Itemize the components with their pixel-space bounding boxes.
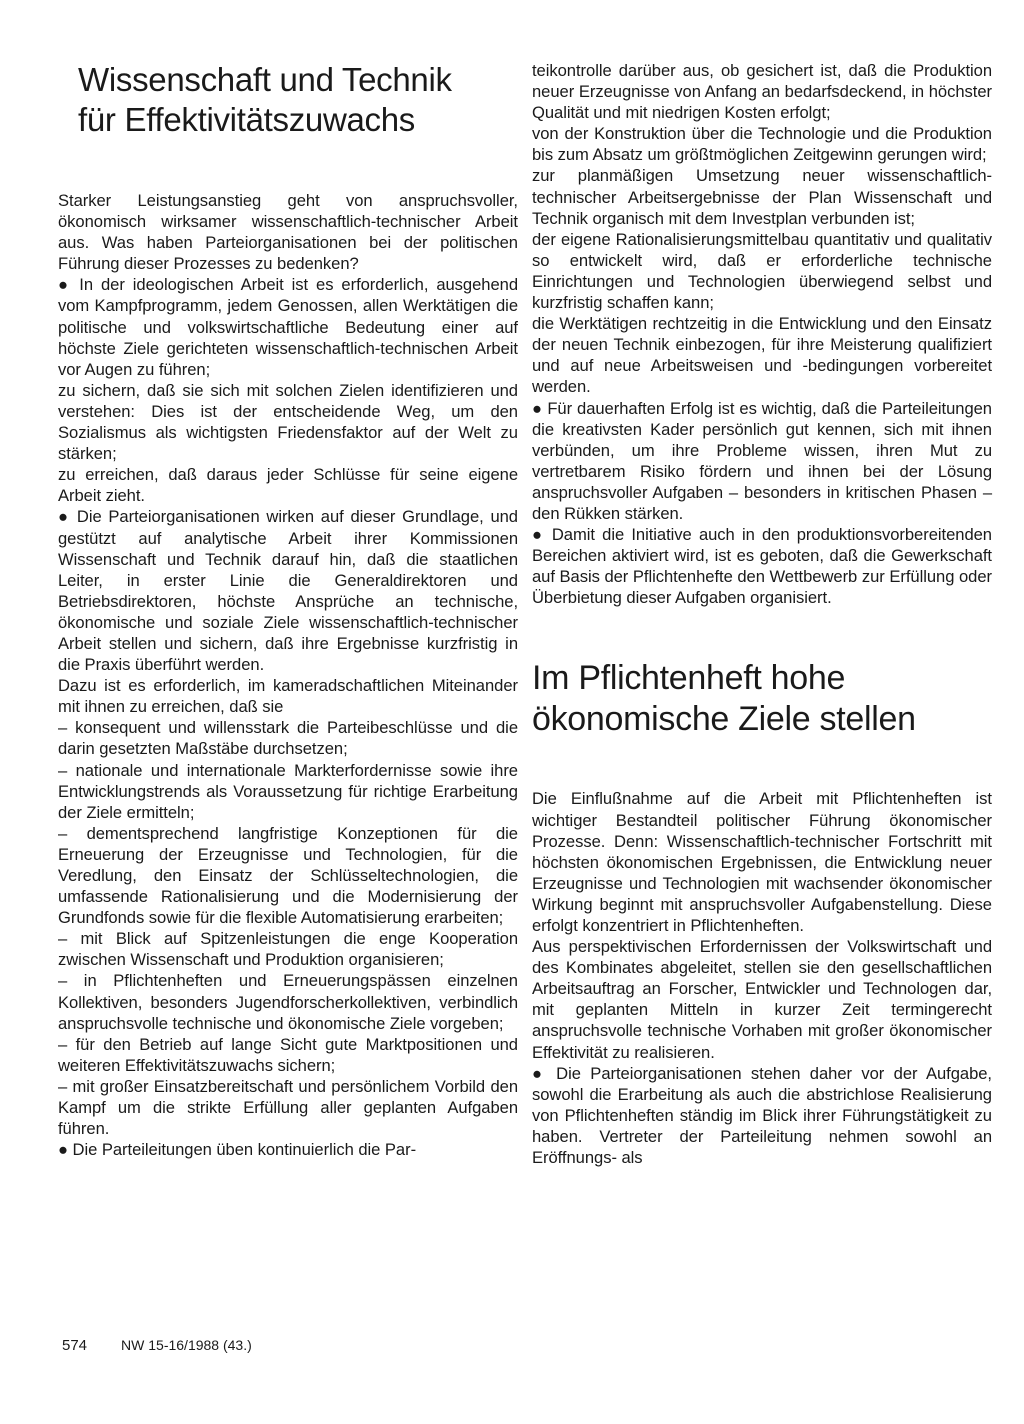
- page-number: 574: [62, 1337, 88, 1354]
- list-item: – mit großer Einsatzbereitschaft und persönlichem Vorbild den Kampf um die strikte Erfüllung aller geplanten Aufgaben führen.: [58, 1076, 518, 1139]
- headline-line-1: Im Pflichtenheft hohe: [532, 659, 846, 698]
- paragraph: Starker Leistungsanstieg geht von anspruchsvoller, ökonomisch wirksamer wissenschaftlich-technischer Arbeit aus. Was haben Parteiorganisationen bei der politischen Führung dieser Prozesses zu bedenken?: [58, 191, 518, 274]
- list-item: – dementsprechend langfristige Konzeptionen für die Erneuerung der Erzeugnisse und Technologien, für die Veredlung, den Einsatz der Schlüsseltechnologien, die umfassende Rationalisierung und die Modernisierung der Grundfonds sowie für die flexible Automatisierung erarbeiten;: [58, 823, 518, 928]
- list-item: – mit Blick auf Spitzenleistungen die enge Kooperation zwischen Wissenschaft und Produktion organisieren;: [58, 929, 518, 970]
- paragraph: ● Die Parteileitungen üben kontinuierlich die Par-: [58, 1140, 417, 1160]
- paragraph: ● In der ideologischen Arbeit ist es erforderlich, ausgehend vom Kampfprogramm, jedem Genossen, allen Werktätigen die politische und volkswirtschaftliche Bedeutung einer auf höchste Ziele gerichteten wissenschaftlich-technischen Arbeit vor Augen zu führen;: [58, 275, 518, 379]
- left-column: [58, 60, 518, 1160]
- headline-line-2: für Effektivitätszuwachs: [78, 101, 415, 138]
- paragraph: von der Konstruktion über die Technologie und die Produktion bis zum Absatz um größtmöglichen Zeitgewinn gerungen wird;: [532, 124, 992, 165]
- paragraph: Die Einflußnahme auf die Arbeit mit Pflichtenheften ist wichtiger Bestandteil politischer Führung ökonomischer Prozesse. Denn: Wissenschaftlich-technischer Fortschritt mit höchsten ökonomischen Ergebnissen, die Entwicklung neuer Erzeugnisse und Technologien mit wachsender ökonomischer Wirkung beginnt mit anspruchsvoller Aufgabenstellung. Diese erfolgt konzentriert in Pflichtenheften.: [532, 789, 992, 935]
- paragraph: teikontrolle darüber aus, ob gesichert ist, daß die Produktion neuer Erzeugnisse von Anfang an bedarfsdeckend, in höchster Qualität und mit niedrigen Kosten erfolgt;: [532, 61, 992, 123]
- headline-science-technology: [78, 60, 518, 140]
- paragraph: ● Die Parteiorganisationen wirken auf dieser Grundlage, und gestützt auf analytische Arbeit ihrer Kommissionen Wissenschaft und Technik darauf hin, daß die staatlichen Leiter, in erster Linie die Generaldirektoren und Betriebsdirektoren, höchste Ansprüche an technische, ökonomische und soziale Ziele wissenschaftlich-technischer Arbeit stellen und sichern, daß ihre Ergebnisse kurzfristig in die Praxis überführt werden.: [58, 507, 518, 675]
- paragraph: Dazu ist es erforderlich, im kameradschaftlichen Miteinander mit ihnen zu erreichen, daß sie: [58, 676, 518, 717]
- headline-pflichtenheft: [532, 658, 992, 740]
- paragraph: zur planmäßigen Umsetzung neuer wissenschaftlich-technischer Arbeitsergebnisse der Plan Wissenschaft und Technik organisch mit dem Investplan verbunden ist;: [532, 166, 992, 228]
- paragraph: ● Die Parteiorganisationen stehen daher vor der Aufgabe, sowohl die Erarbeitung als auch die abstrichlose Realisierung von Pflichtenheften ständig im Blick ihrer Führungstätigkeit zu haben. Vertreter der Parteileitung nehmen sowohl an Eröffnungs- als: [532, 1063, 992, 1168]
- paragraph: ● Damit die Initiative auch in den produktionsvorbereitenden Bereichen aktiviert wird, ist es geboten, daß die Gewerkschaft auf Basis der Pflichtenhefte den Wettbewerb zur Erfüllung oder Überbietung dieser Aufgaben organisiert.: [532, 525, 992, 608]
- list-item: – für den Betrieb auf lange Sicht gute Marktpositionen und weiteren Effektivitätszuwachs sichern;: [58, 1034, 518, 1075]
- paragraph: zu sichern, daß sie sich mit solchen Zielen identifizieren und verstehen: Dies ist der entscheidende Weg, um den Sozialismus als wichtigsten Friedensfaktor auf der Welt zu stärken;: [58, 380, 518, 464]
- headline-line-1: Wissenschaft und Technik: [78, 61, 452, 98]
- list-item: – in Pflichtenheften und Erneuerungspässen einzelnen Kollektiven, besonders Jugendforscherkollektiven, verbindlich anspruchsvolle technische und ökonomische Ziele vorgeben;: [58, 971, 518, 1033]
- list-item: – konsequent und willensstark die Parteibeschlüsse und die darin gesetzten Maßstäbe durchsetzen;: [58, 718, 518, 759]
- page-footer: [62, 1337, 252, 1354]
- right-column: [532, 60, 992, 1168]
- paragraph: Aus perspektivischen Erfordernissen der Volkswirtschaft und des Kombinates abgeleitet, stellen sie den gesellschaftlichen Arbeitsauftrag an Forscher, Entwickler und Technologen dar, mit geplanten Mitteln in kurzer Zeit termingerecht anspruchsvolle technische Vorhaben mit großer ökonomischer Effektivität zu realisieren.: [532, 937, 992, 1062]
- paragraph: die Werktätigen rechtzeitig in die Entwicklung und den Einsatz der neuen Technik einbezogen, für ihre Meisterung qualifiziert und auf neue Arbeitsweisen und -bedingungen vorbereitet werden.: [532, 314, 992, 397]
- paragraph: ● Für dauerhaften Erfolg ist es wichtig, daß die Parteileitungen die kreativsten Kader persönlich gut kennen, sich mit ihnen verbünden, um ihre Probleme wissen, ihren Mut zu vertretbarem Risiko fördern und ihnen bei der Lösung anspruchsvoller Aufgaben – besonders in kritischen Phasen – den Rükken stärken.: [532, 398, 992, 523]
- list-item: – nationale und internationale Markterfordernisse sowie ihre Entwicklungstrends als Voraussetzung für richtige Erarbeitung der Ziele ermitteln;: [58, 760, 518, 822]
- paragraph: zu erreichen, daß daraus jeder Schlüsse für seine eigene Arbeit zieht.: [58, 465, 518, 506]
- paragraph: der eigene Rationalisierungsmittelbau quantitativ und qualitativ so entwickelt wird, daß er erforderliche technische Einrichtungen und Technologien überwiegend selbst und kurzfristig schaffen kann;: [532, 229, 992, 313]
- issue-reference: NW 15-16/1988 (43.): [121, 1337, 252, 1353]
- headline-line-2: ökonomische Ziele stellen: [532, 700, 916, 739]
